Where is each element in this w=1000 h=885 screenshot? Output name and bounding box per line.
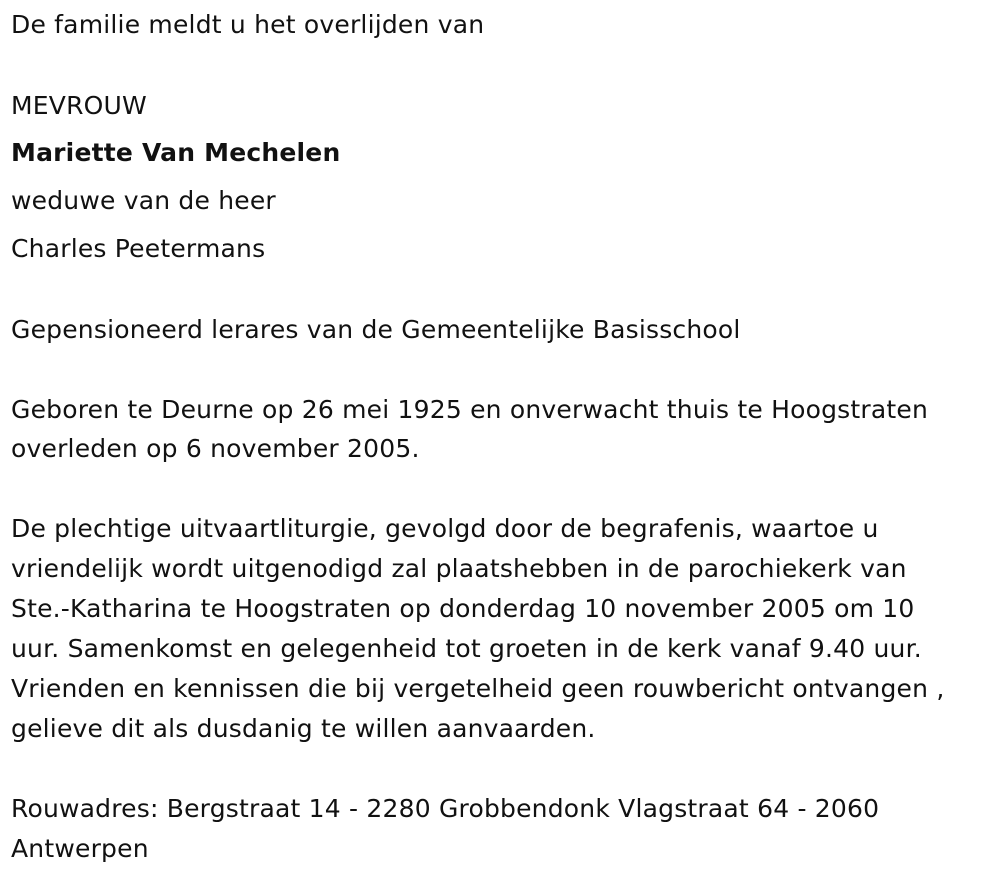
title-text: MEVROUW [11, 91, 147, 120]
funeral-line-1: De plechtige uitvaartliturgie, gevolgd door de begrafenis, waartoe u [11, 514, 879, 543]
birth-death-line-1: Geboren te Deurne op 26 mei 1925 en onverwacht thuis te Hoogstraten [11, 395, 929, 424]
birth-death-line-2: overleden op 6 november 2005. [11, 434, 420, 463]
funeral-line-4: uur. Samenkomst en gelegenheid tot groeten in de kerk vanaf 9.40 uur. [11, 634, 922, 663]
address-line-1: Rouwadres: Bergstraat 14 - 2280 Grobbendonk Vlagstraat 64 - 2060 [11, 794, 880, 823]
intro-text: De familie meldt u het overlijden van [11, 10, 485, 39]
address-line-2: Antwerpen [11, 834, 149, 863]
funeral-line-3: Ste.-Katharina te Hoogstraten op donderdag 10 november 2005 om 10 [11, 594, 915, 623]
deceased-name: Mariette Van Mechelen [11, 138, 341, 167]
funeral-line-2: vriendelijk wordt uitgenodigd zal plaatshebben in de parochiekerk van [11, 554, 907, 583]
spouse-name: Charles Peetermans [11, 234, 266, 263]
funeral-line-6: gelieve dit als dusdanig te willen aanvaarden. [11, 714, 596, 743]
occupation-text: Gepensioneerd lerares van de Gemeentelijke Basisschool [11, 315, 741, 344]
funeral-line-5: Vrienden en kennissen die bij vergetelheid geen rouwbericht ontvangen , [11, 674, 945, 703]
widow-of-text: weduwe van de heer [11, 186, 276, 215]
